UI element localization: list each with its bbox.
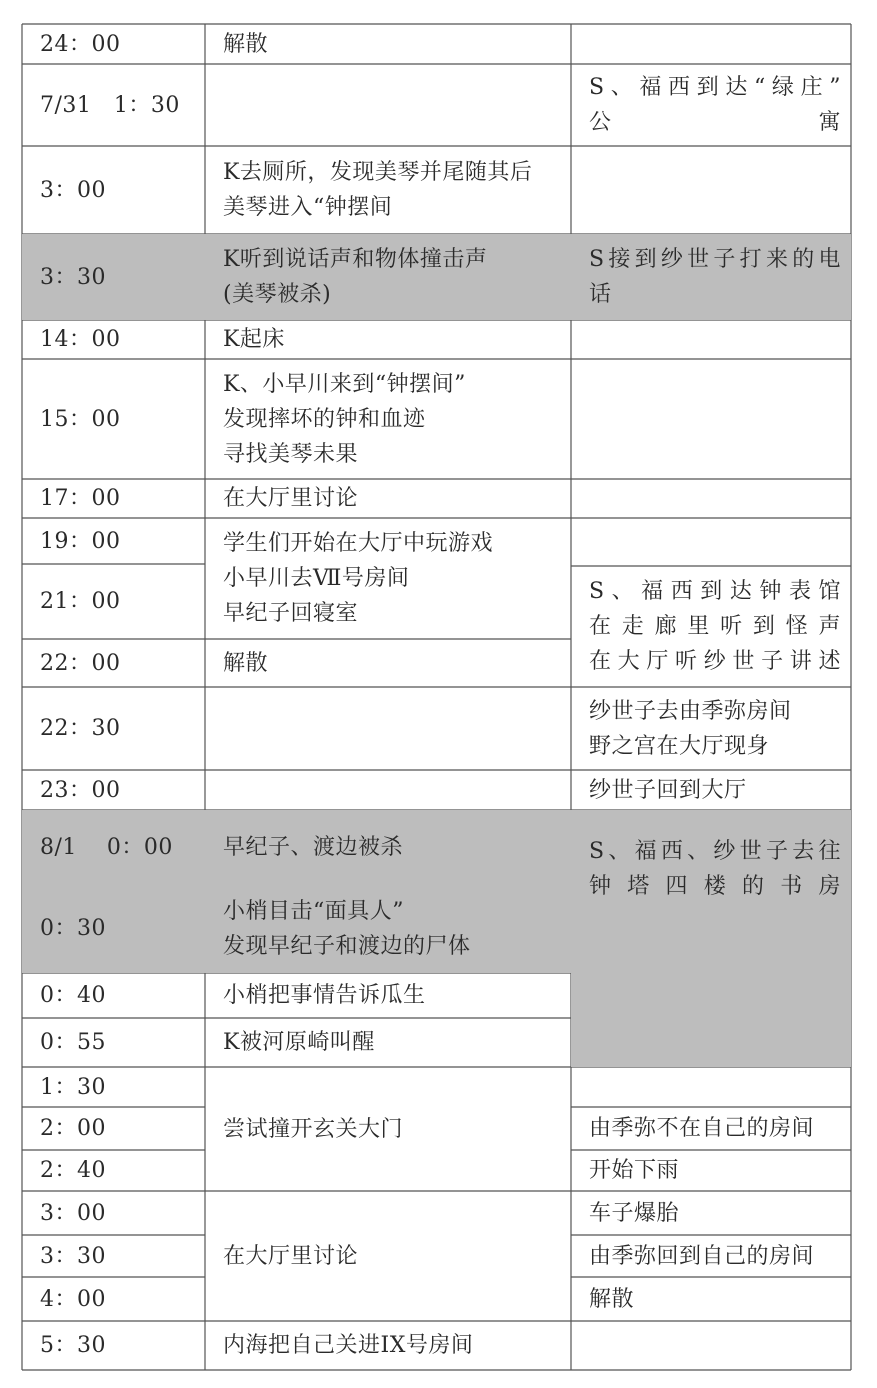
- s-event-cell-line: 解散: [589, 1286, 635, 1312]
- k-event-cell-line: 内海把自己关进IX号房间: [223, 1333, 474, 1358]
- k-event-cell-line: 解散: [223, 650, 269, 676]
- time-cell: 14：00: [40, 327, 121, 352]
- k-event-cell: [205, 1321, 571, 1370]
- s-event-cell-line: S接到纱世子打来的电: [589, 247, 841, 272]
- k-event-cell-merged: [205, 1191, 571, 1321]
- time-cell: 8/1 0：00: [40, 834, 173, 860]
- k-event-cell: [205, 1018, 571, 1067]
- s-event-cell-line: 由季弥回到自己的房间: [589, 1243, 815, 1269]
- s-event-cell-line: 纱世子去由季弥房间: [589, 698, 792, 724]
- k-event-cell-line: K被河原崎叫醒: [223, 1030, 375, 1055]
- s-event-cell-line: 纱世子回到大厅: [589, 777, 747, 803]
- k-event-cell: [205, 973, 571, 1018]
- k-event-cell-merged-line: 小早川去Ⅶ号房间: [223, 566, 410, 591]
- k-event-cell-line: 发现早纪子和渡边的尸体: [223, 933, 471, 959]
- s-event-cell: [571, 64, 851, 146]
- k-event-cell: [205, 234, 571, 320]
- k-event-cell-line: (美琴被杀): [223, 282, 332, 307]
- k-event-cell-merged-line: 学生们开始在大厅中玩游戏: [223, 531, 494, 556]
- k-event-cell: [205, 320, 571, 359]
- s-event-cell: [571, 1191, 851, 1235]
- k-event-cell-merged-line: 早纪子回寝室: [223, 601, 359, 626]
- time-cell: 24：00: [40, 31, 121, 57]
- time-cell: 23：00: [40, 777, 121, 803]
- time-cell: 7/31 1：30: [40, 92, 180, 118]
- k-event-cell-merged-line: 在大厅里讨论: [223, 1243, 359, 1269]
- k-event-cell-line: K、小早川来到“钟摆间”: [223, 371, 466, 397]
- k-event-cell-line: 寻找美琴未果: [223, 441, 359, 467]
- s-event-cell-line: 车子爆胎: [589, 1200, 680, 1226]
- k-event-cell-line: 小梢把事情告诉瓜生: [223, 983, 426, 1008]
- time-cell: 19：00: [40, 528, 121, 554]
- s-event-cell-line: 话: [589, 282, 612, 307]
- k-event-cell-line: K听到说话声和物体撞击声: [223, 247, 488, 272]
- k-event-cell: [205, 810, 571, 884]
- time-cell: 21：00: [40, 589, 121, 614]
- s-event-cell: [571, 687, 851, 770]
- time-cell: 5：30: [40, 1333, 106, 1358]
- s-event-cell: [571, 770, 851, 810]
- time-cell: 3：00: [40, 177, 106, 203]
- time-cell: 0：55: [40, 1030, 106, 1055]
- time-cell: 3：30: [40, 264, 106, 290]
- time-cell: 3：30: [40, 1243, 106, 1269]
- time-cell: 2：40: [40, 1158, 106, 1183]
- s-event-cell: [571, 1150, 851, 1191]
- s-event-cell-line: 公寓: [589, 110, 841, 135]
- time-cell: 22：30: [40, 716, 121, 741]
- k-event-cell: [205, 884, 571, 973]
- time-cell: 15：00: [40, 406, 121, 432]
- s-event-cell-merged-line: 在走廊里听到怪声: [589, 614, 841, 639]
- k-event-cell-line: 解散: [223, 31, 269, 57]
- time-cell: 0：30: [40, 916, 106, 941]
- time-cell: 4：00: [40, 1286, 106, 1312]
- k-event-cell-line: 早纪子、渡边被杀: [223, 834, 404, 860]
- s-event-cell-line: S、福西到达“绿庄”: [589, 75, 841, 100]
- k-event-cell-line: 发现摔坏的钟和血迹: [223, 406, 426, 432]
- k-event-cell: [205, 479, 571, 518]
- time-cell: 3：00: [40, 1200, 106, 1226]
- time-cell: 0：40: [40, 983, 106, 1008]
- k-event-cell-line: 美琴进入“钟摆间: [223, 195, 393, 220]
- k-event-cell-line: K起床: [223, 327, 285, 352]
- s-event-cell-merged-line: S、福西到达钟表馆: [589, 579, 841, 604]
- k-event-cell-merged-line: 尝试撞开玄关大门: [223, 1116, 404, 1142]
- timeline-table: [22, 24, 851, 1370]
- s-event-cell: [571, 1107, 851, 1150]
- s-event-cell: [571, 1235, 851, 1277]
- s-event-cell-merged: [571, 810, 851, 1067]
- k-event-cell-line: K去厕所，发现美琴并尾随其后: [223, 160, 533, 185]
- s-event-cell-line: 由季弥不在自己的房间: [589, 1116, 815, 1141]
- s-event-cell-line: 野之宫在大厅现身: [589, 733, 770, 759]
- k-event-cell-merged: [205, 518, 571, 639]
- k-event-cell: [205, 639, 571, 687]
- k-event-cell: [205, 146, 571, 234]
- time-cell: 1：30: [40, 1074, 106, 1100]
- k-event-cell: [205, 359, 571, 479]
- s-event-cell-merged-line: S、福西、纱世子去往: [589, 839, 841, 864]
- time-cell: 22：00: [40, 650, 121, 676]
- k-event-cell-line: 在大厅里讨论: [223, 486, 359, 511]
- s-event-cell-merged-line: 在大厅听纱世子讲述: [589, 649, 841, 674]
- s-event-cell-line: 开始下雨: [589, 1158, 680, 1183]
- time-cell: 2：00: [40, 1116, 106, 1141]
- k-event-cell-line: 小梢目击“面具人”: [223, 898, 404, 924]
- s-event-cell: [571, 1277, 851, 1321]
- k-event-cell-merged: [205, 1067, 571, 1191]
- time-cell: 17：00: [40, 486, 121, 511]
- s-event-cell-merged-line: 钟塔四楼的书房: [589, 874, 841, 899]
- k-event-cell: [205, 24, 571, 64]
- s-event-cell: [571, 234, 851, 320]
- s-event-cell-merged: [571, 566, 851, 687]
